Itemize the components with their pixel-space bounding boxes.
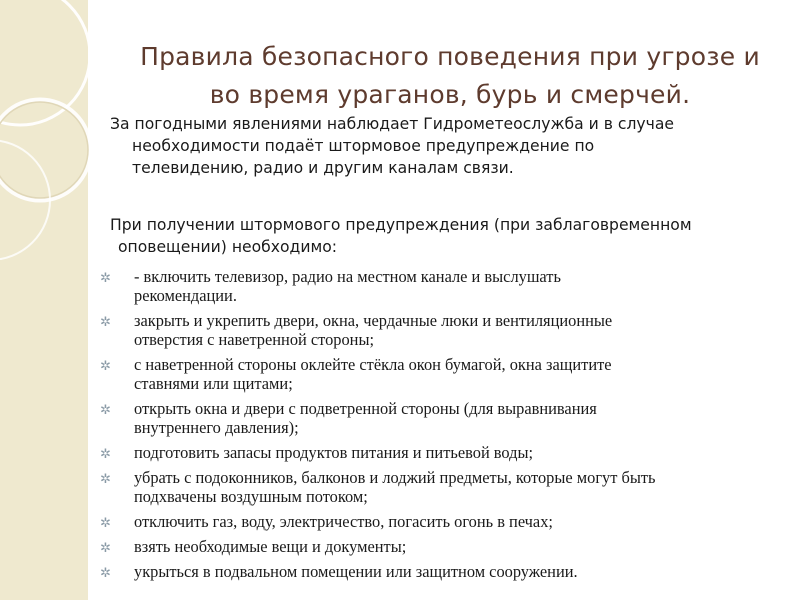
list-item — [100, 355, 790, 393]
intro-line: телевидению, радио и другим каналам связи. — [132, 159, 514, 177]
list-item — [100, 468, 790, 506]
intro-line: необходимости подаёт штормовое предупреждение по — [132, 137, 595, 155]
lead-line: При получении штормового предупреждения (при заблаговременном — [110, 216, 692, 234]
list-item — [100, 562, 790, 581]
item-line: укрыться в подвальном помещении или защитном сооружении. — [134, 562, 578, 581]
gear-bullet-icon: ✲ — [100, 446, 111, 461]
gear-bullet-icon: ✲ — [100, 515, 111, 530]
item-line: закрыть и укрепить двери, окна, чердачные люки и вентиляционные — [134, 311, 613, 330]
title-line: Правила безопасного поведения при угрозе и — [140, 42, 760, 71]
list-item — [100, 537, 790, 556]
list-item — [100, 311, 790, 349]
gear-bullet-icon: ✲ — [100, 540, 111, 555]
intro-line: За погодными явлениями наблюдает Гидрометеослужба и в случае — [110, 115, 675, 133]
lead-line: оповещении) необходимо: — [118, 238, 338, 256]
item-line: отключить газ, воду, электричество, погасить огонь в печах; — [134, 512, 553, 531]
item-line: взять необходимые вещи и документы; — [134, 537, 407, 556]
decorative-side-band — [0, 0, 88, 600]
gear-bullet-icon: ✲ — [100, 402, 111, 417]
item-line: внутреннего давления); — [134, 418, 299, 437]
item-line: подхвачены воздушным потоком; — [134, 487, 368, 506]
instructions-lead — [110, 214, 790, 258]
list-item — [100, 267, 790, 305]
item-line: открыть окна и двери с подветренной стороны (для выравнивания — [134, 399, 597, 418]
gear-bullet-icon: ✲ — [100, 270, 111, 285]
item-line: подготовить запасы продуктов питания и питьевой воды; — [134, 443, 534, 462]
gear-bullet-icon: ✲ — [100, 471, 111, 486]
list-item — [100, 399, 790, 437]
gear-bullet-icon: ✲ — [100, 358, 111, 373]
title-line: во время ураганов, бурь и смерчей. — [209, 80, 691, 109]
item-line: убрать с подоконников, балконов и лоджий предметы, которые могут быть — [134, 468, 656, 487]
item-line: отверстия с наветренной стороны; — [134, 330, 375, 349]
item-line: ставнями или щитами; — [134, 374, 293, 393]
list-item — [100, 443, 790, 462]
intro-paragraph — [110, 113, 770, 179]
item-line: с наветренной стороны оклейте стёкла окон бумагой, окна защитите — [134, 355, 612, 374]
item-line: - включить телевизор, радио на местном канале и выслушать — [134, 267, 561, 286]
slide-title — [110, 38, 790, 114]
list-item — [100, 512, 790, 531]
item-line: рекомендации. — [134, 286, 237, 305]
gear-bullet-icon: ✲ — [100, 314, 111, 329]
instruction-list — [100, 267, 790, 587]
gear-bullet-icon: ✲ — [100, 565, 111, 580]
